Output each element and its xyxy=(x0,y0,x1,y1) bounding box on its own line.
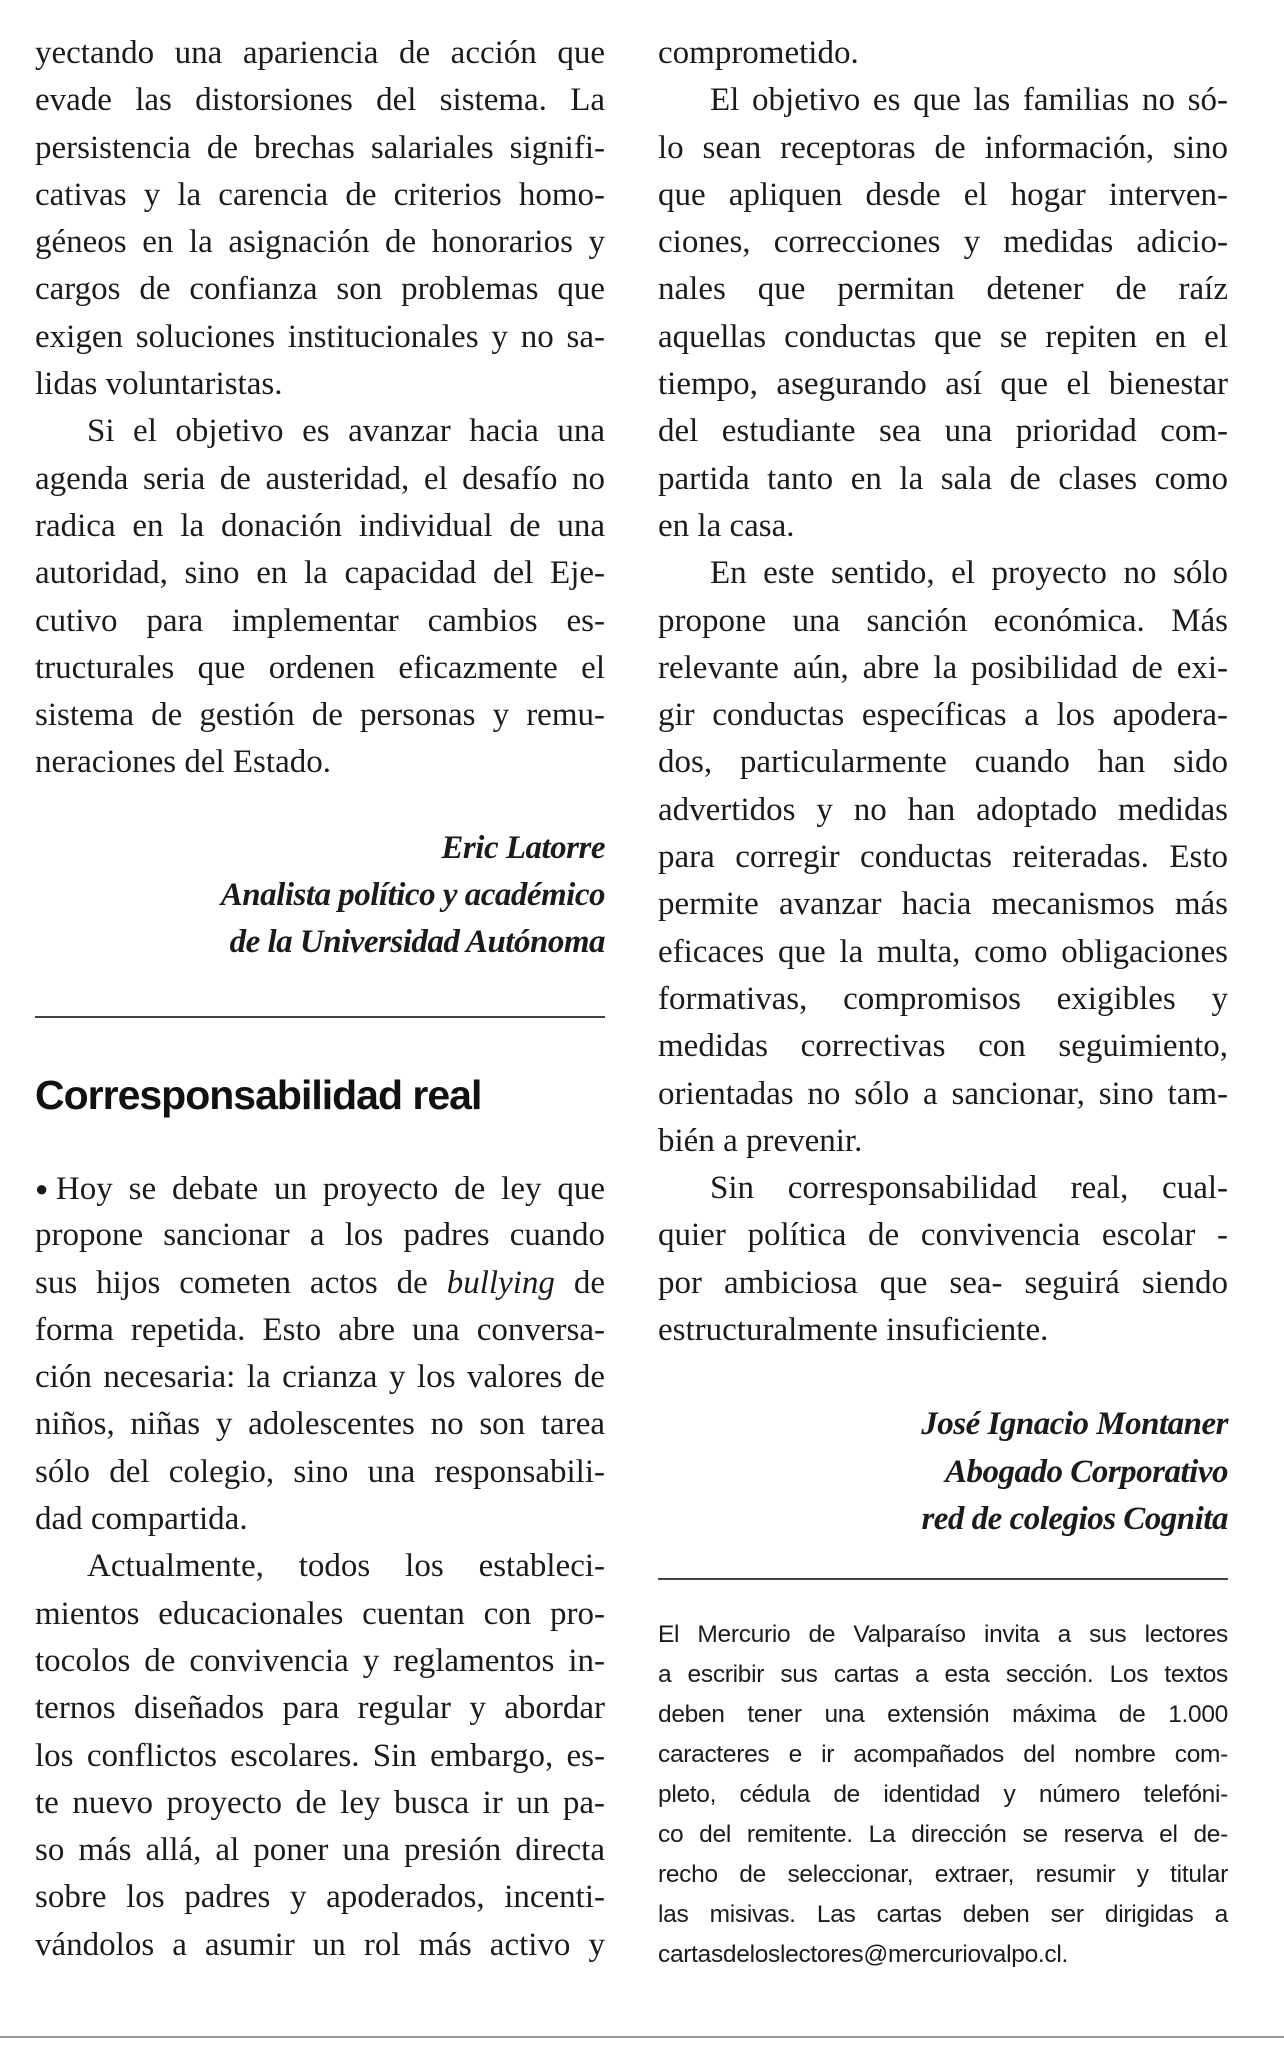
author-role: Abogado Corporativo xyxy=(945,1453,1228,1490)
text-line: del estudiante sea una prioridad com- xyxy=(658,413,1228,450)
text-line: evade las distorsiones del sistema. La xyxy=(35,82,605,119)
text-line: géneos en la asignación de honorarios y xyxy=(35,224,605,261)
text-line: por ambiciosa que sea- seguirá siendo xyxy=(658,1264,1228,1301)
text-line: medidas correctivas con seguimiento, xyxy=(658,1028,1228,1065)
text-line: relevante aún, abre la posibilidad de exi- xyxy=(658,649,1228,686)
text-line: eficaces que la multa, como obligaciones xyxy=(658,933,1228,970)
notice-line: las misivas. Las cartas deben ser dirigidas a xyxy=(658,1901,1228,1928)
text-line: sólo del colegio, sino una responsabili- xyxy=(35,1453,605,1490)
text-line: exigen soluciones institucionales y no sa- xyxy=(35,318,605,355)
text-line: para corregir conductas reiteradas. Esto xyxy=(658,839,1228,876)
text-line: lidas voluntaristas. xyxy=(35,366,283,403)
text-line: dad compartida. xyxy=(35,1501,248,1538)
text-line: ternos diseñados para regular y abordar xyxy=(35,1690,605,1727)
text-line: sobre los padres y apoderados, incenti- xyxy=(35,1879,605,1916)
text-line: Si el objetivo es avanzar hacia una xyxy=(87,413,605,450)
text-line: formativas, compromisos exigibles y xyxy=(658,980,1228,1017)
text-line: partida tanto en la sala de clases como xyxy=(658,460,1228,497)
text-line: advertidos y no han adoptado medidas xyxy=(658,791,1228,828)
text-line: forma repetida. Esto abre una conversa- xyxy=(35,1311,605,1348)
text-line: agenda seria de austeridad, el desafío no xyxy=(35,460,605,497)
text-line: tiempo, asegurando así que el bienestar xyxy=(658,366,1228,403)
text-line xyxy=(35,1165,605,1212)
text-line: quier política de convivencia escolar - xyxy=(658,1217,1228,1254)
notice-line: deben tener una extensión máxima de 1.000 xyxy=(658,1701,1228,1728)
text-line: ción necesaria: la crianza y los valores de xyxy=(35,1359,605,1396)
section-divider xyxy=(35,1016,605,1018)
text-line: orientadas no sólo a sancionar, sino tam- xyxy=(658,1075,1228,1112)
text-line: que apliquen desde el hogar interven- xyxy=(658,176,1228,213)
text-line: radica en la donación individual de una xyxy=(35,507,605,544)
text-line: permite avanzar hacia mecanismos más xyxy=(658,886,1228,923)
text-line: los conflictos escolares. Sin embargo, es- xyxy=(35,1737,605,1774)
left-column xyxy=(35,30,605,967)
text-line: lo sean receptoras de información, sino xyxy=(658,129,1228,166)
text-line: En este sentido, el proyecto no sólo xyxy=(710,555,1228,592)
text-line: gir conductas específicas a los apodera- xyxy=(658,697,1228,734)
text-line: sistema de gestión de personas y remu- xyxy=(35,697,605,734)
text-line: propone una sanción económica. Más xyxy=(658,602,1228,639)
text-line: cutivo para implementar cambios es- xyxy=(35,602,605,639)
notice-line: caracteres e ir acompañados del nombre com- xyxy=(658,1741,1228,1768)
letter-heading: Corresponsabilidad real xyxy=(35,1072,482,1118)
text-line: niños, niñas y adolescentes no son tarea xyxy=(35,1406,605,1443)
austerity-paragraph xyxy=(35,408,605,786)
sense-paragraph xyxy=(658,550,1228,1165)
text-fragment: sus hijos cometen actos de xyxy=(35,1264,447,1301)
author-name: Eric Latorre xyxy=(441,829,605,866)
text-line: Sin corresponsabilidad real, cual- xyxy=(710,1170,1228,1207)
text-line: neraciones del Estado. xyxy=(35,744,331,781)
text-line: cativas y la carencia de criterios homo- xyxy=(35,176,605,213)
notice-divider xyxy=(658,1578,1228,1580)
text-line: cargos de confianza son problemas que xyxy=(35,271,605,308)
author-institution: de la Universidad Autónoma xyxy=(229,924,605,961)
text-line: tructurales que ordenen eficazmente el xyxy=(35,649,605,686)
intro-paragraph xyxy=(35,30,605,408)
reader-letters-notice xyxy=(658,1615,1228,1975)
notice-line: a escribir sus cartas a esta sección. Los textos xyxy=(658,1661,1228,1688)
text-line: yectando una apariencia de acción que xyxy=(35,35,605,71)
author-role: Analista político y académico xyxy=(220,877,605,914)
right-column xyxy=(658,30,1228,1543)
bullet-icon: ● xyxy=(35,1176,56,1201)
text-fragment: Hoy se debate un proyecto de ley que xyxy=(55,1171,605,1207)
conclusion-paragraph xyxy=(658,1165,1228,1354)
notice-line: co del remitente. La dirección se reserva el de- xyxy=(658,1821,1228,1848)
text-line: aquellas conductas que se repiten en el xyxy=(658,318,1228,355)
notice-line: pleto, cédula de identidad y número telefóni- xyxy=(658,1781,1228,1808)
text-line: estructuralmente insuficiente. xyxy=(658,1312,1049,1349)
text-line: Actualmente, todos los estableci- xyxy=(87,1548,605,1585)
text-line: dos, particularmente cuando han sido xyxy=(658,744,1228,781)
notice-email[interactable]: cartasdeloslectores@mercuriovalpo.cl. xyxy=(658,1941,1069,1968)
text-line: propone sancionar a los padres cuando xyxy=(35,1217,605,1254)
text-line: te nuevo proyecto de ley busca ir un pa- xyxy=(35,1784,605,1821)
signature-jose-ignacio-montaner xyxy=(658,1401,1228,1543)
notice-line: recho de seleccionar, extraer, resumir y titular xyxy=(658,1861,1228,1888)
text-line: persistencia de brechas salariales signifi- xyxy=(35,129,605,166)
text-line: mientos educacionales cuentan con pro- xyxy=(35,1595,605,1632)
text-line: bién a prevenir. xyxy=(658,1122,863,1159)
author-name: José Ignacio Montaner xyxy=(921,1406,1228,1443)
bottom-rule xyxy=(0,2036,1284,2038)
notice-line: El Mercurio de Valparaíso invita a sus lectores xyxy=(658,1621,1228,1648)
text-fragment: de xyxy=(554,1264,605,1301)
author-institution: red de colegios Cognita xyxy=(921,1500,1228,1537)
text-line: en la casa. xyxy=(658,507,795,544)
signature-eric-latorre xyxy=(35,825,605,967)
text-line: El objetivo es que las familias no só- xyxy=(710,82,1228,119)
text-line: comprometido. xyxy=(658,35,859,71)
bullying-term: bullying xyxy=(446,1264,555,1301)
text-line: tocolos de convivencia y reglamentos in- xyxy=(35,1642,605,1679)
text-line: ciones, correcciones y medidas adicio- xyxy=(658,224,1228,261)
objective-paragraph xyxy=(658,77,1228,550)
text-line: so más allá, al poner una presión directa xyxy=(35,1832,605,1869)
text-line: vándolos a asumir un rol más activo y xyxy=(35,1926,605,1963)
letter-body xyxy=(35,1165,605,1969)
text-line xyxy=(35,1260,605,1307)
text-line: autoridad, sino en la capacidad del Eje- xyxy=(35,555,605,592)
text-line: nales que permitan detener de raíz xyxy=(658,271,1228,308)
